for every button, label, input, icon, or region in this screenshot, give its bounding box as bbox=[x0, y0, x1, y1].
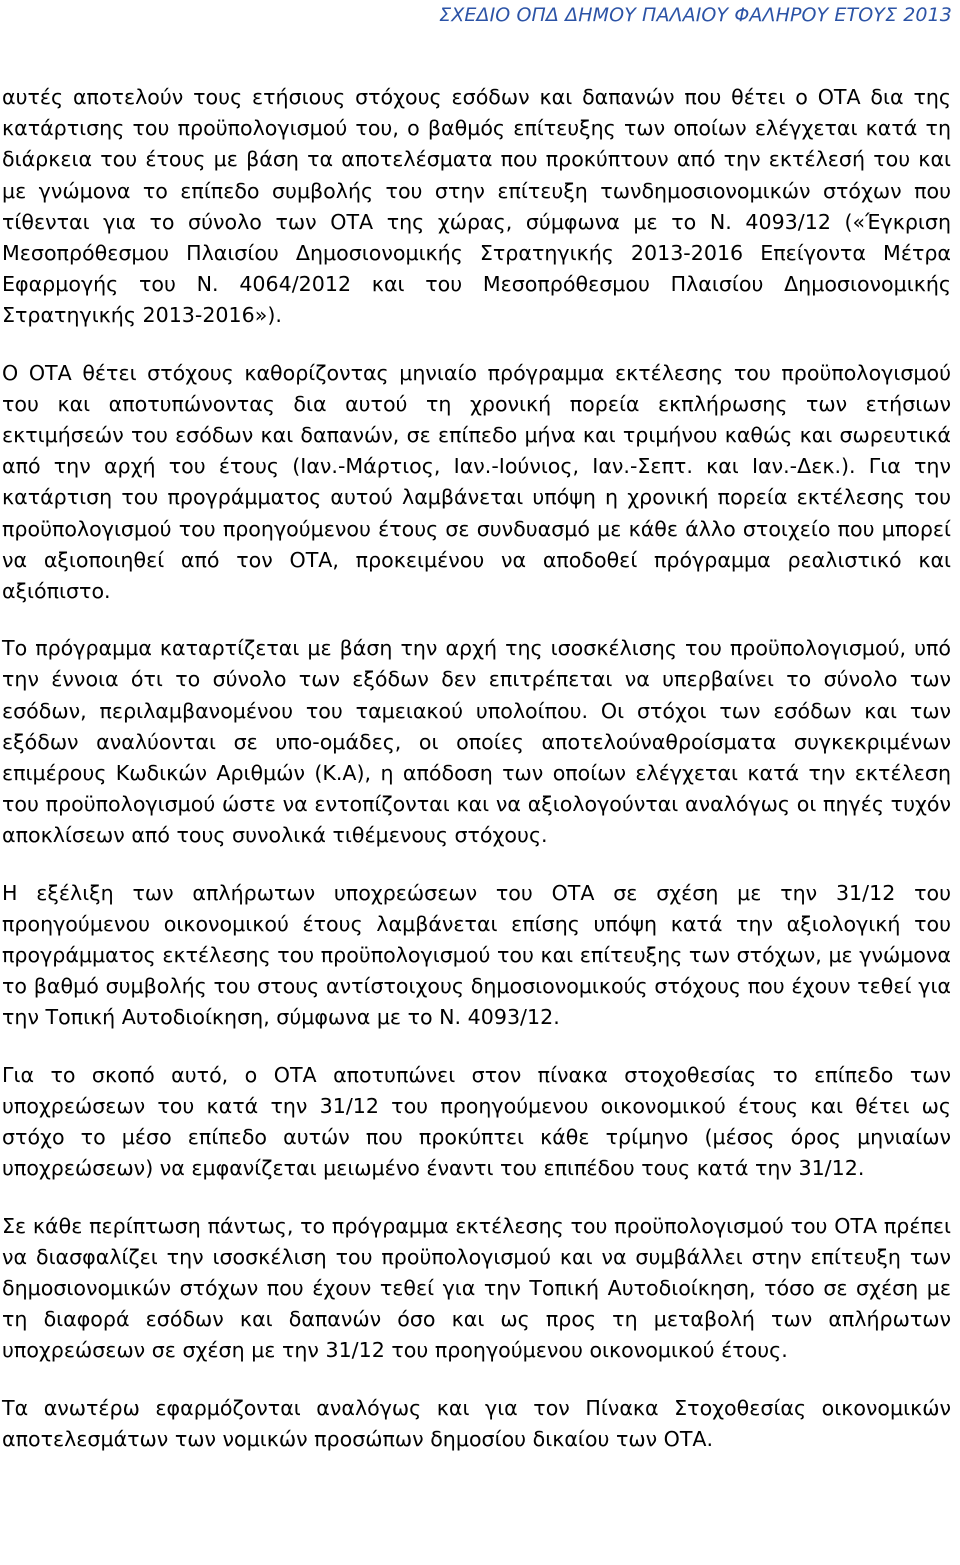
paragraph-4: Η εξέλιξη των απλήρωτων υποχρεώσεων του ΟΤΑ σε σχέση με την 31/12 του προηγούμενου οικονομικού έτους λαμβάνεται επίσης υπόψη κατά την αξιολογική του προγράμματος εκτέλεσης του προϋπολογισμού του και επίτευξης των στόχων, με γνώμονα το βαθμό συμβολής του στους αντίστοιχους δημοσιονομικούς στόχους που έχουν τεθεί για την Τοπική Αυτοδιοίκηση, σύμφωνα με το Ν. 4093/12. bbox=[2, 880, 951, 1030]
paragraph-2: Ο ΟΤΑ θέτει στόχους καθορίζοντας μηνιαίο πρόγραμμα εκτέλεσης του προϋπολογισμού του και αποτυπώνοντας δια αυτού τη χρονική πορεία εκπλήρωσης των ετήσιων εκτιμήσεών του εσόδων και δαπανών, σε επίπεδο μήνα και τριμήνου καθώς και σωρευτικά από την αρχή του έτους (Ιαν.-Μάρτιος, Ιαν.-Ιούνιος, Ιαν.-Σεπτ. και Ιαν.-Δεκ.). Για την κατάρτιση του προγράμματος αυτού λαμβάνεται υπόψη η χρονική πορεία εκτέλεσης του προϋπολογισμού του προηγούμενου έτους σε συνδυασμό με κάθε άλλο στοιχείο που μπορεί να αξιοποιηθεί από τον ΟΤΑ, προκειμένου να αποδοθεί πρόγραμμα ρεαλιστικό και αξιόπιστο. bbox=[2, 360, 951, 604]
paragraph-7: Τα ανωτέρω εφαρμόζονται αναλόγως και για τον Πίνακα Στοχοθεσίας οικονομικών αποτελεσμάτων των νομικών προσώπων δημοσίου δικαίου των ΟΤΑ. bbox=[2, 1395, 951, 1451]
paragraph-6: Σε κάθε περίπτωση πάντως, το πρόγραμμα εκτέλεσης του προϋπολογισμού του ΟΤΑ πρέπει να διασφαλίζει την ισοσκέλιση του προϋπολογισμού και να συμβάλλει στην επίτευξη των δημοσιονομικών στόχων που έχουν τεθεί για την Τοπική Αυτοδιοίκηση, τόσο σε σχέση με τη διαφορά εσόδων και δαπανών όσο και ως προς τη μεταβολή των απλήρωτων υποχρεώσεων σε σχέση με την 31/12 του προηγούμενου οικονομικού έτους. bbox=[2, 1213, 951, 1363]
paragraph-1: αυτές αποτελούν τους ετήσιους στόχους εσόδων και δαπανών που θέτει ο ΟΤΑ δια της κατάρτισης του προϋπολογισμού του, ο βαθμός επίτευξης των οποίων ελέγχεται κατά τη διάρκεια του έτους με βάση τα αποτελέσματα που προκύπτουν από την εκτέλεσή του και με γνώμονα το επίπεδο συμβολής του στην επίτευξη τωνδημοσιονομικών στόχων που τίθενται για το σύνολο των ΟΤΑ της χώρας, σύμφωνα με το Ν. 4093/12 («Έγκριση Μεσοπρόθεσμου Πλαισίου Δημοσιονομικής Στρατηγικής 2013-2016 Επείγοντα Μέτρα Εφαρμογής του Ν. 4064/2012 και του Μεσοπρόθεσμου Πλαισίου Δημοσιονομικής Στρατηγικής 2013-2016»). bbox=[2, 85, 951, 328]
document-body bbox=[2, 82, 951, 1455]
running-header: ΣΧΕΔΙΟ ΟΠΔ ΔΗΜΟΥ ΠΑΛΑΙΟΥ ΦΑΛΗΡΟΥ ΕΤΟΥΣ 2013 bbox=[439, 4, 952, 26]
paragraph-3: Το πρόγραμμα καταρτίζεται με βάση την αρχή της ισοσκέλισης του προϋπολογισμού, υπό την έννοια ότι το σύνολο των εξόδων δεν επιτρέπεται να υπερβαίνει το σύνολο των εσόδων, περιλαμβανομένου του ταμειακού υπολοίπου. Οι στόχοι των εσόδων και των εξόδων αναλύονται σε υπο-ομάδες, οι οποίες αποτελούναθροίσματα συγκεκριμένων επιμέρους Κωδικών Αριθμών (Κ.Α), η απόδοση των οποίων ελέγχεται κατά την εκτέλεση του προϋπολογισμού ώστε να εντοπίζονται και να αξιολογούνται αναλόγως οι πηγές τυχόν αποκλίσεων από τους συνολικά τιθέμενους στόχους. bbox=[2, 636, 951, 848]
paragraph-5: Για το σκοπό αυτό, ο ΟΤΑ αποτυπώνει στον πίνακα στοχοθεσίας το επίπεδο των υποχρεώσεων του κατά την 31/12 του προηγούμενου οικονομικού έτους και θέτει ως στόχο το μέσο επίπεδο αυτών που προκύπτει κάθε τρίμηνο (μέσος όρος μηνιαίων υποχρεώσεων) να εμφανίζεται μειωμένο έναντι του επιπέδου τους κατά την 31/12. bbox=[2, 1062, 951, 1181]
